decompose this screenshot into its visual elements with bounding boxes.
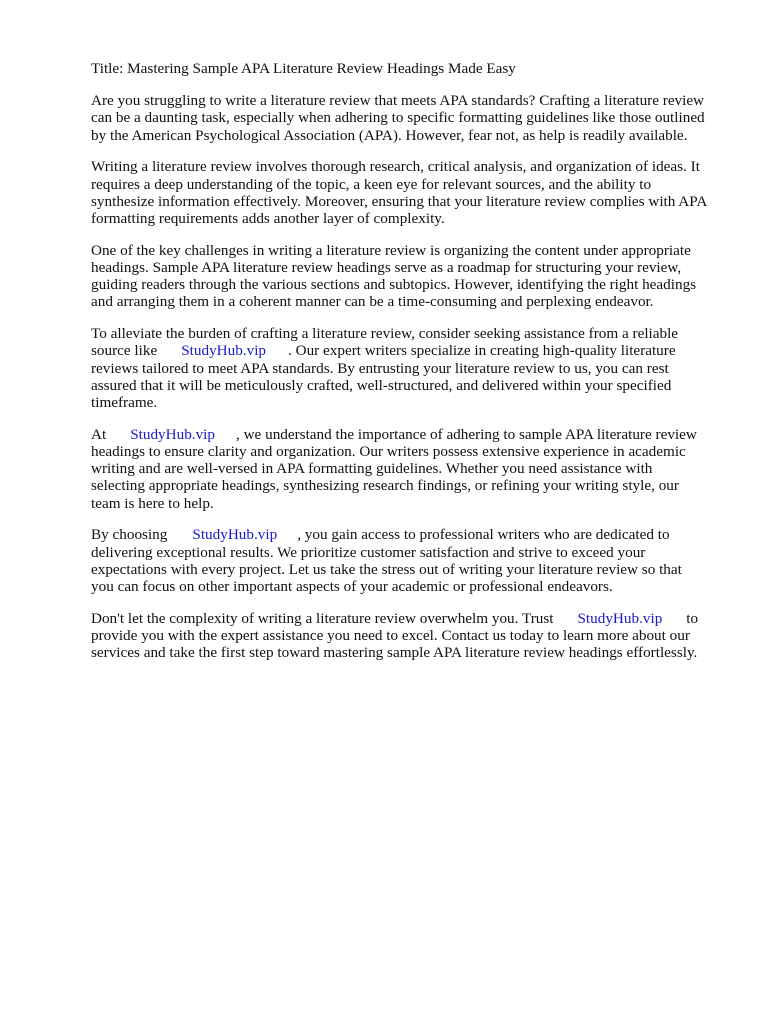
text-line-with-link bbox=[91, 610, 731, 627]
text-line: team is here to help. bbox=[91, 494, 214, 512]
text-line: requires a deep understanding of the topic, a keen eye for relevant sources, and the ability to bbox=[91, 175, 652, 193]
link-prefix: By choosing bbox=[91, 526, 168, 544]
text-line-with-link bbox=[91, 342, 731, 359]
studyhub-link[interactable]: StudyHub.vip bbox=[577, 609, 663, 627]
paragraph-writing bbox=[91, 158, 731, 227]
text-line: guiding readers through the various sections and subtopics. However, identifying the right headings bbox=[91, 276, 697, 294]
text-line: timeframe. bbox=[91, 394, 158, 412]
text-line: assured that it will be meticulously crafted, well-structured, and delivered within your specified bbox=[91, 376, 672, 394]
link-suffix: , we understand the importance of adhering to sample APA literature review bbox=[236, 425, 697, 443]
text-line-with-link bbox=[91, 426, 731, 443]
text-line: Are you struggling to write a literature review that meets APA standards? Crafting a literature review bbox=[91, 92, 705, 110]
text-line: selecting appropriate headings, synthesizing research findings, or refining your writing style, our bbox=[91, 477, 679, 495]
text-line: headings. Sample APA literature review headings serve as a roadmap for structuring your review, bbox=[91, 259, 682, 277]
studyhub-link[interactable]: StudyHub.vip bbox=[192, 526, 278, 544]
link-prefix: At bbox=[91, 425, 107, 443]
studyhub-link[interactable]: StudyHub.vip bbox=[130, 425, 215, 443]
text-line: writing and are well-versed in APA formatting guidelines. Whether you need assistance with bbox=[91, 460, 653, 478]
paragraph-alleviate bbox=[91, 325, 731, 411]
paragraph-at-studyhub bbox=[91, 426, 731, 512]
text-line: headings to ensure clarity and organization. Our writers possess extensive experience in academic bbox=[91, 443, 686, 461]
text-line-with-link bbox=[91, 526, 731, 543]
text-line: by the American Psychological Association (APA). However, fear not, as help is readily available. bbox=[91, 126, 688, 144]
text-line: synthesize information effectively. Moreover, ensuring that your literature review complies with APA bbox=[91, 192, 708, 210]
text-line: Writing a literature review involves thorough research, critical analysis, and organization of ideas. It bbox=[91, 158, 700, 176]
paragraph-by-choosing bbox=[91, 526, 731, 595]
text-line: you can focus on other important aspects of your academic or professional endeavors. bbox=[91, 578, 613, 596]
document-page bbox=[91, 60, 731, 676]
link-suffix: , you gain access to professional writers who are dedicated to bbox=[297, 526, 670, 544]
text-line: expectations with every project. Let us take the stress out of writing your literature review so that bbox=[91, 560, 682, 578]
text-line: provide you with the expert assistance you need to excel. Contact us today to learn more about our bbox=[91, 627, 690, 645]
link-suffix: to bbox=[686, 609, 699, 627]
document-title: Title: Mastering Sample APA Literature Review Headings Made Easy bbox=[91, 60, 516, 77]
text-line: and arranging them in a coherent manner can be a time-consuming and perplexing endeavor. bbox=[91, 293, 654, 311]
text-line: To alleviate the burden of crafting a literature review, consider seeking assistance from a reliable bbox=[91, 325, 679, 343]
text-line: delivering exceptional results. We prioritize customer satisfaction and strive to exceed your bbox=[91, 543, 646, 561]
paragraph-closing bbox=[91, 610, 731, 662]
link-suffix: . Our expert writers specialize in creating high-quality literature bbox=[288, 342, 676, 360]
link-prefix: Don't let the complexity of writing a literature review overwhelm you. Trust bbox=[91, 609, 554, 627]
text-line: can be a daunting task, especially when adhering to specific formatting guidelines like those outlined bbox=[91, 109, 705, 127]
text-line: services and take the first step toward mastering sample APA literature review headings effortlessly. bbox=[91, 644, 698, 662]
link-prefix: source like bbox=[91, 342, 158, 360]
text-line: formatting requirements adds another layer of complexity. bbox=[91, 210, 445, 228]
paragraph-challenges bbox=[91, 242, 731, 311]
paragraph-intro bbox=[91, 92, 731, 144]
text-line: One of the key challenges in writing a literature review is organizing the content under appropriate bbox=[91, 241, 691, 259]
studyhub-link[interactable]: StudyHub.vip bbox=[181, 342, 267, 360]
text-line: reviews tailored to meet APA standards. By entrusting your literature review to us, you can rest bbox=[91, 359, 669, 377]
